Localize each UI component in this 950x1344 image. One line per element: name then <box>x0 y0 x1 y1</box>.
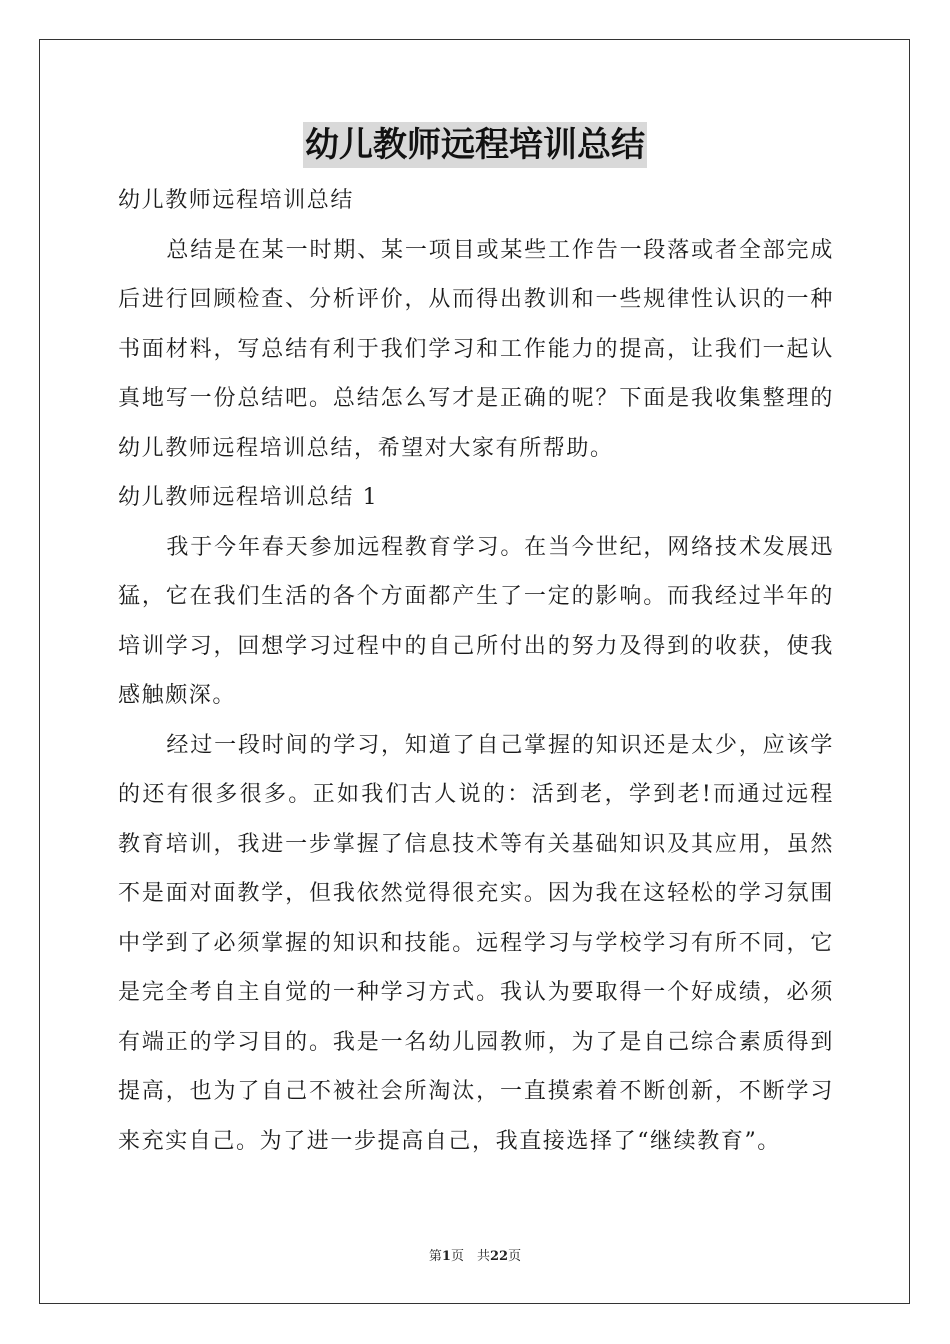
document-subtitle: 幼儿教师远程培训总结 <box>118 188 355 213</box>
section-heading: 幼儿教师远程培训总结 1 <box>118 485 379 510</box>
intro-paragraph: 总结是在某一时期、某一项目或某些工作告一段落或者全部完成后进行回顾检查、分析评价，从而得出教训和一些规律性认识的一种书面材料，写总结有利于我们学习和工作能力的提高，让我们一起认真地写一份总结吧。总结怎么写才是正确的呢？下面是我收集整理的幼儿教师远程培训总结，希望对大家有所帮助。 <box>118 237 834 461</box>
footer-page-mid: 页 共 <box>450 1249 490 1264</box>
body-paragraph: 经过一段时间的学习，知道了自己掌握的知识还是太少，应该学的还有很多很多。正如我们古人说的：活到老，学到老!而通过远程教育培训，我进一步掌握了信息技术等有关基础知识及其应用，虽然不是面对面教学，但我依然觉得很充实。因为我在这轻松的学习氛围中学到了必须掌握的知识和技能。远程学习与学校学习有所不同，它是完全考自主自觉的一种学习方式。我认为要取得一个好成绩，必须有端正的学习目的。我是一名幼儿园教师，为了是自己综合素质得到提高，也为了自己不被社会所淘汰，一直摸索着不断创新，不断学习来充实自己。为了进一步提高自己，我直接选择了“继续教育”。 <box>118 732 834 1154</box>
footer-page-suffix: 页 <box>508 1249 522 1264</box>
footer-page-current: 1 <box>441 1249 451 1264</box>
page-footer <box>0 1245 950 1264</box>
footer-page-prefix: 第 <box>428 1249 442 1264</box>
footer-page-total: 22 <box>489 1249 509 1264</box>
body-paragraph: 我于今年春天参加远程教育学习。在当今世纪，网络技术发展迅猛，它在我们生活的各个方面都产生了一定的影响。而我经过半年的培训学习，回想学习过程中的自己所付出的努力及得到的收获，使我感触颇深。 <box>118 534 834 708</box>
document-title: 幼儿教师远程培训总结 <box>303 122 647 168</box>
document-body <box>118 176 834 1166</box>
title-container <box>0 122 950 168</box>
